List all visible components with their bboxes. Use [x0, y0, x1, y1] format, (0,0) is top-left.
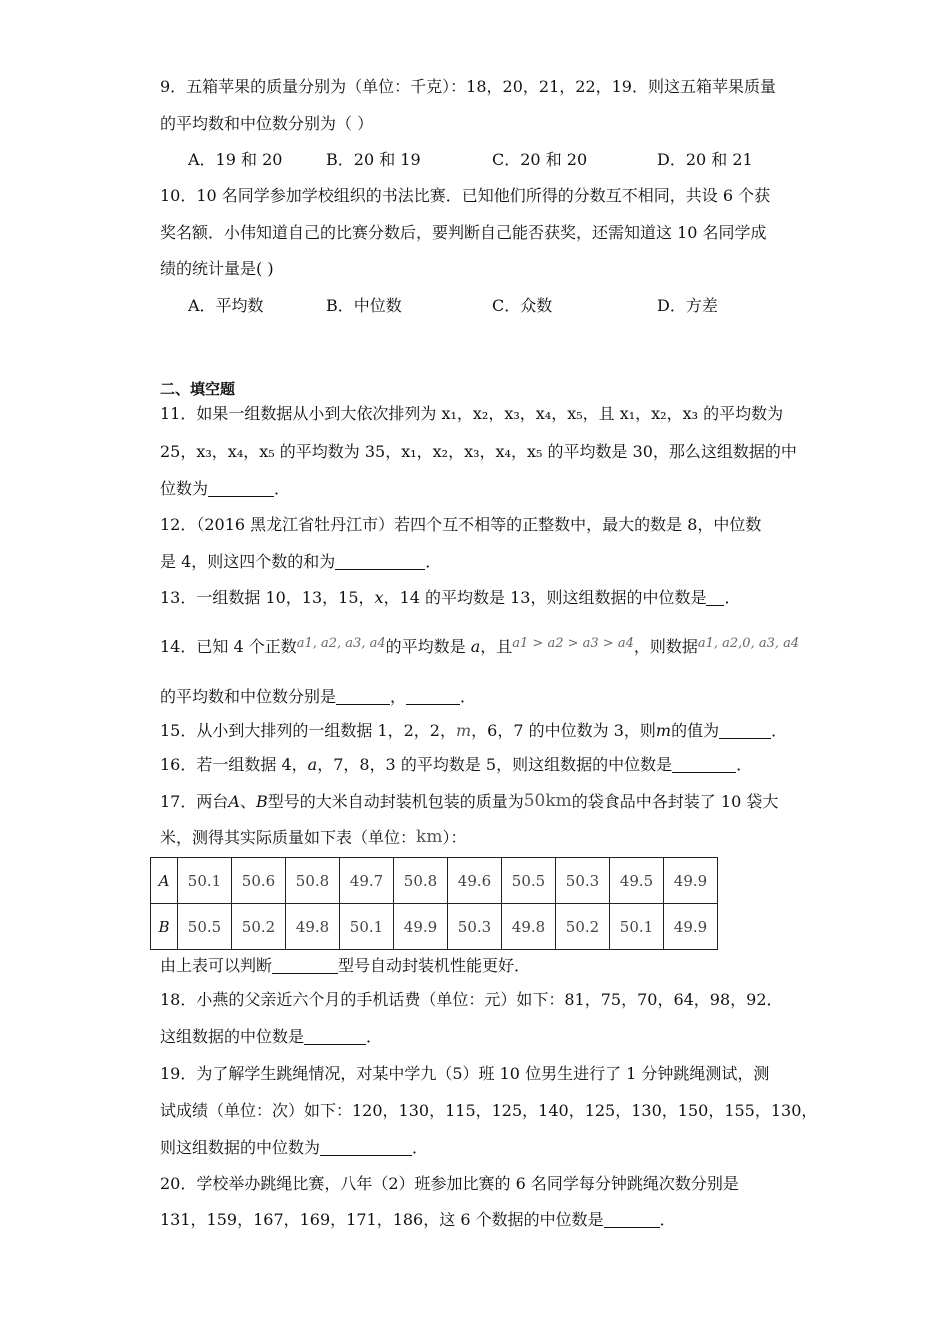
- q10-option-a: A．平均数: [188, 296, 264, 315]
- q14-var-a: a: [470, 637, 481, 656]
- q14-answer-blank-2[interactable]: [406, 688, 460, 705]
- q12-line1: 12．（2016 黑龙江省牡丹江市）若四个互不相等的正整数中，最大的数是 8，中位数: [160, 515, 762, 534]
- q17-data-table: [150, 857, 718, 950]
- q15-var-m2: m: [655, 721, 672, 740]
- q19-answer-blank[interactable]: [320, 1139, 412, 1156]
- table-cell: 49.8: [502, 904, 556, 950]
- table-row-label: B: [151, 904, 178, 950]
- table-cell: 50.1: [340, 904, 394, 950]
- q14-mid3: ，则数据: [633, 637, 698, 656]
- q17-text: 型号的大米自动封装机包装的质量为: [267, 792, 524, 811]
- q17-var-b: B: [255, 792, 268, 811]
- q14-math-data: a1, a2,0, a3, a4: [697, 636, 800, 651]
- q14-math-set: a1, a2, a3, a4: [296, 636, 386, 651]
- q9-line2: 的平均数和中位数分别为（ ）: [160, 114, 374, 133]
- q17-after-pre: 由上表可以判断: [160, 956, 273, 975]
- table-cell: 49.5: [610, 858, 664, 904]
- q19-line1: 19．为了解学生跳绳情况，对某中学九（5）班 10 位男生进行了 1 分钟跳绳测试，测: [160, 1064, 770, 1083]
- q20-answer-blank[interactable]: [604, 1211, 660, 1228]
- q14-prefix: 14．已知 4 个正数: [160, 637, 297, 656]
- q16-end: ．: [736, 755, 753, 774]
- q19-end: ．: [412, 1138, 429, 1157]
- table-cell: 49.9: [664, 858, 718, 904]
- q11-line3: [160, 478, 290, 500]
- table-row-a: [151, 858, 718, 904]
- q10-option-b: B．中位数: [326, 296, 402, 315]
- q11-line2: 25，x₃，x₄，x₅ 的平均数为 35，x₁，x₂，x₃，x₄，x₅ 的平均数是 30，那么这组数据的中: [160, 442, 797, 461]
- q14-line2: [160, 686, 476, 708]
- q11-end: ．: [274, 479, 291, 498]
- q16-text2: ，7，8，3 的平均数是 5，则这组数据的中位数是: [317, 755, 673, 774]
- q18-line2-text: 这组数据的中位数是: [160, 1027, 305, 1046]
- table-cell: 50.3: [448, 904, 502, 950]
- q10-option-d: D．方差: [657, 296, 718, 315]
- q18-line1: 18．小燕的父亲近六个月的手机话费（单位：元）如下：81，75，70，64，98，92．: [160, 990, 783, 1009]
- q20-line1: 20．学校举办跳绳比赛，八年（2）班参加比赛的 6 名同学每分钟跳绳次数分别是: [160, 1174, 739, 1193]
- q14-end: ．: [460, 687, 477, 706]
- q12-answer-blank[interactable]: [335, 553, 425, 570]
- q16-line: [160, 754, 752, 776]
- q17-after-post: 型号自动封装机性能更好．: [338, 956, 531, 975]
- q15-text3: 的值为: [671, 721, 720, 740]
- q19-line3-text: 则这组数据的中位数为: [160, 1138, 321, 1157]
- q13-end: ．: [724, 588, 741, 607]
- q17-line1: [160, 790, 778, 813]
- q11-answer-blank[interactable]: [208, 480, 274, 497]
- q17-prefix: 17．两台: [160, 792, 229, 811]
- table-cell: 50.2: [232, 904, 286, 950]
- q10-line1: 10．10 名同学参加学校组织的书法比赛．已知他们所得的分数互不相同，共设 6 个获: [160, 186, 771, 205]
- q18-line2: [160, 1026, 382, 1048]
- q15-text2: ，6，7 的中位数为 3，则: [471, 721, 656, 740]
- q17-after: [160, 955, 530, 977]
- q14-answer-blank-1[interactable]: [336, 688, 390, 705]
- q20-line2: [160, 1209, 676, 1231]
- table-cell: 50.8: [286, 858, 340, 904]
- table-cell: 50.1: [178, 858, 232, 904]
- q16-answer-blank[interactable]: [672, 756, 736, 773]
- q15-answer-blank[interactable]: [719, 722, 771, 739]
- q11-line1: 11．如果一组数据从小到大依次排列为 x₁，x₂，x₃，x₄，x₅，且 x₁，x₂，x₃ 的平均数为: [160, 404, 784, 423]
- q14-math-order: a1 > a2 > a3 > a4: [512, 636, 634, 651]
- q9-option-a: A．19 和 20: [188, 150, 283, 169]
- table-cell: 50.2: [556, 904, 610, 950]
- q12-end: ．: [425, 552, 442, 571]
- table-cell: 50.8: [394, 858, 448, 904]
- q18-end: ．: [366, 1027, 383, 1046]
- q14-sep: ，: [390, 687, 407, 706]
- q16-text: 16．若一组数据 4，: [160, 755, 308, 774]
- q17-sep: 、: [239, 792, 256, 811]
- section-title: 二、填空题: [160, 380, 236, 398]
- q13-text: 13．一组数据 10，13，15，: [160, 588, 375, 607]
- q17-line2-end: ）：: [442, 828, 467, 847]
- table-cell: 50.3: [556, 858, 610, 904]
- q20-end: ．: [659, 1210, 676, 1229]
- table-cell: 49.9: [664, 904, 718, 950]
- q13-text2: ，14 的平均数是 13，则这组数据的中位数是: [383, 588, 707, 607]
- q17-var-a: A: [228, 792, 240, 811]
- q12-line2-text: 是 4，则这四个数的和为: [160, 552, 336, 571]
- q11-line3-text: 位数为: [160, 479, 209, 498]
- table-cell: 49.7: [340, 858, 394, 904]
- table-cell: 50.5: [502, 858, 556, 904]
- q14-mid: 的平均数是: [385, 637, 466, 656]
- q15-var-m: m: [456, 721, 472, 740]
- q17-line2: [160, 826, 466, 849]
- q12-line2: [160, 551, 441, 573]
- table-cell: 49.8: [286, 904, 340, 950]
- table-row-b: [151, 904, 718, 950]
- q10-line3: 绩的统计量是( ): [160, 259, 274, 278]
- q14-line2-text: 的平均数和中位数分别是: [160, 687, 337, 706]
- q9-option-d: D．20 和 21: [657, 150, 753, 169]
- q17-text2: 的袋食品中各封装了 10 袋大: [571, 792, 779, 811]
- table-cell: 49.9: [394, 904, 448, 950]
- q16-var-a: a: [307, 755, 318, 774]
- q14-mid2: ，且: [480, 637, 513, 656]
- q19-line2: 试成绩（单位：次）如下：120，130，115，125，140，125，130，150，155，130，: [160, 1101, 818, 1120]
- q9-option-c: C．20 和 20: [492, 150, 588, 169]
- q13-var-x: x: [374, 588, 384, 607]
- q10-line2: 奖名额．小伟知道自己的比赛分数后，要判断自己能否获奖，还需知道这 10 名同学成: [160, 223, 767, 242]
- q18-answer-blank[interactable]: [304, 1028, 366, 1045]
- q10-option-c: C．众数: [492, 296, 553, 315]
- q15-line: [160, 720, 787, 742]
- q19-line3: [160, 1137, 428, 1159]
- q13-line: [160, 587, 740, 609]
- q17-unit2: km: [416, 827, 443, 847]
- q9-option-b: B．20 和 19: [326, 150, 421, 169]
- q14-line1: [160, 633, 799, 658]
- table-cell: 50.6: [232, 858, 286, 904]
- q9-line1: 9．五箱苹果的质量分别为（单位：千克）：18，20，21，22，19．则这五箱苹果质量: [160, 77, 776, 96]
- q15-text: 15．从小到大排列的一组数据 1，2，2，: [160, 721, 456, 740]
- table-cell: 50.5: [178, 904, 232, 950]
- q17-answer-blank[interactable]: [272, 957, 338, 974]
- q17-line2-text: 米，测得其实际质量如下表（单位：: [160, 828, 417, 847]
- q20-line2-text: 131，159，167，169，171，186，这 6 个数据的中位数是: [160, 1210, 604, 1229]
- q17-unit1: 50km: [523, 791, 572, 811]
- table-cell: 49.6: [448, 858, 502, 904]
- table-row-label: A: [151, 858, 178, 904]
- q15-end: ．: [771, 721, 788, 740]
- q13-answer-blank[interactable]: [706, 589, 724, 606]
- table-cell: 50.1: [610, 904, 664, 950]
